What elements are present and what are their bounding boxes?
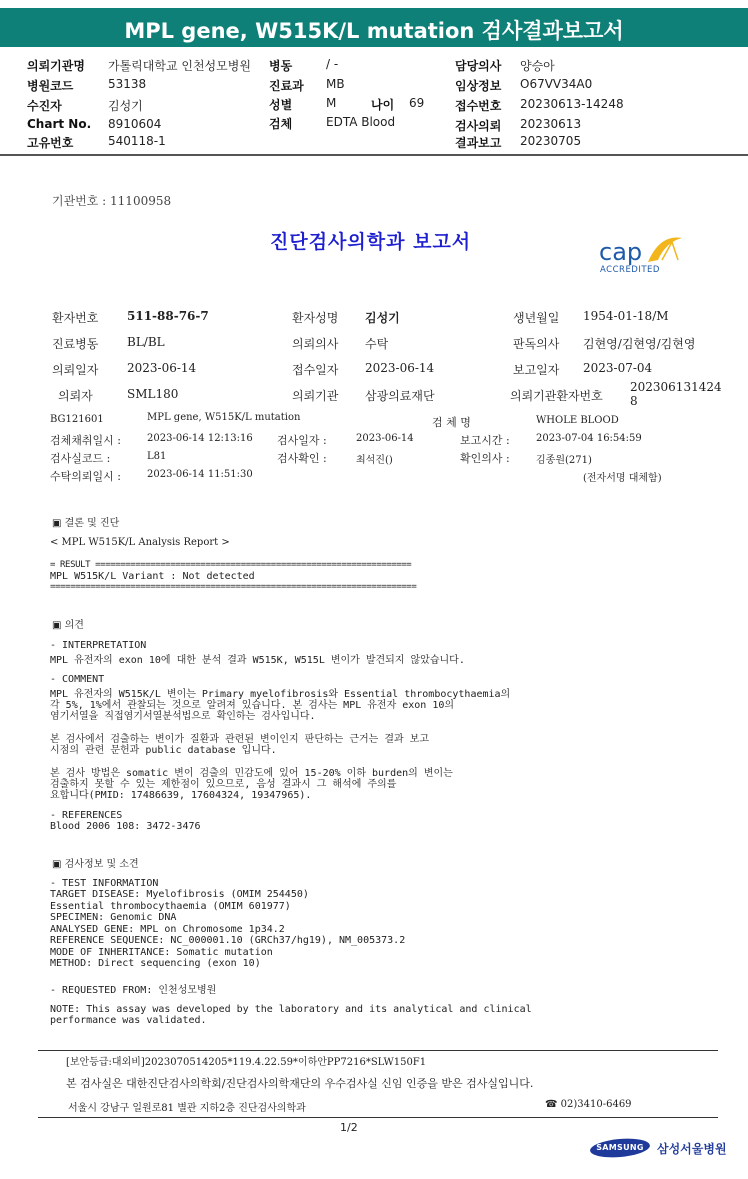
hdr-value: 53138 <box>108 77 147 91</box>
grid-label: 의뢰자 <box>58 389 93 403</box>
specimen-label: 검 체 명 <box>432 416 471 429</box>
comment-line: 본 검사 방법은 somatic 변이 검출의 민감도에 있어 15-20% 이하 burden의 변이는 <box>50 768 453 779</box>
grid-label: 환자번호 <box>52 311 99 325</box>
hdr-label: 접수번호 <box>455 99 502 113</box>
cap-logo-sub: ACCREDITED <box>600 265 660 275</box>
grid-label: 생년월일 <box>513 311 560 325</box>
e-signature-note: (전자서명 대체함) <box>583 473 662 484</box>
hdr-label: 고유번호 <box>27 136 74 150</box>
grid-label: 의뢰의사 <box>292 337 339 351</box>
header-divider <box>0 154 748 156</box>
hdr-value: 20230613 <box>520 117 582 131</box>
info-value: 2023-06-14 12:13:16 <box>147 433 253 444</box>
variant-result: MPL W515K/L Variant : Not detected <box>50 571 255 582</box>
grid-label: 의뢰일자 <box>52 363 99 377</box>
hdr-label: 수진자 <box>27 99 62 113</box>
security-level: [보안등급:대외비]2023070514205*119.4.22.59*이하안PP7216*SLW150F1 <box>66 1057 427 1068</box>
comment-line: 요합니다(PMID: 17486639, 17604324, 19347965). <box>50 790 312 801</box>
hdr-label: 병동 <box>269 59 293 73</box>
hospital-logo-text: 삼성서울병원 <box>657 1142 727 1156</box>
hdr-label: 결과보고 <box>455 136 502 150</box>
grid-value-extra: 8 <box>630 394 638 408</box>
hdr-value: 가톨릭대학교 인천성모병원 <box>108 59 251 73</box>
grid-label: 의뢰기관 <box>292 389 339 403</box>
comment-line: 시점의 관련 문헌과 public database 입니다. <box>50 745 277 756</box>
result-divider: ========================================================================= <box>50 582 417 592</box>
hdr-value: EDTA Blood <box>326 115 396 129</box>
samsung-logo-text: SAMSUNG <box>596 1143 644 1152</box>
comment-heading: - COMMENT <box>50 674 105 685</box>
references-heading: - REFERENCES <box>50 810 123 821</box>
grid-label: 진료병동 <box>52 337 99 351</box>
grid-value: 김현영/김현영/김현영 <box>583 337 696 351</box>
hdr-label: 임상정보 <box>455 79 502 93</box>
lab-address: 서울시 강남구 일원로81 별관 지하2층 진단검사의학과 <box>68 1103 306 1114</box>
grid-value: SML180 <box>127 387 179 401</box>
report-header-bar <box>0 8 748 47</box>
grid-label: 보고일자 <box>513 363 560 377</box>
test-info-line: SPECIMEN: Genomic DNA <box>50 912 177 923</box>
grid-value: 수탁 <box>365 337 389 351</box>
report-title: MPL gene, W515K/L mutation 검사결과보고서 <box>124 19 624 43</box>
hdr-label: 병원코드 <box>27 79 74 93</box>
info-value: L81 <box>147 451 167 462</box>
grid-value: 202306131424 <box>630 380 722 394</box>
grid-value: 1954-01-18/M <box>583 309 669 323</box>
footer-top-line <box>38 1050 718 1051</box>
info-value: 김종원(271) <box>536 455 592 466</box>
comment-line: 염기서열을 직접염기서열분석법으로 확인하는 검사입니다. <box>50 711 316 722</box>
result-line: = RESULT =============================================================== <box>50 560 412 570</box>
page-number: 1/2 <box>340 1121 358 1134</box>
comment-line: 각 5%, 1%에서 관찰되는 것으로 알려져 있습니다. 본 검사는 MPL 유전자 exon 10의 <box>50 700 455 711</box>
hdr-value: 20230613-14248 <box>520 97 624 111</box>
certification-text: 본 검사실은 대한진단검사의학회/진단검사의학재단의 우수검사실 신임 인증을 받은 검사실입니다. <box>66 1077 534 1090</box>
hdr-label: 담당의사 <box>455 59 502 73</box>
lab-phone: ☎ 02)3410-6469 <box>545 1099 632 1110</box>
hdr-label: Chart No. <box>27 117 92 131</box>
test-info-line: REFERENCE SEQUENCE: NC_000001.10 (GRCh37/hg19), NM_005373.2 <box>50 935 406 946</box>
info-value: 2023-06-14 <box>356 433 414 444</box>
info-label: 보고시간 : <box>460 434 510 447</box>
test-info-line: MODE OF INHERITANCE: Somatic mutation <box>50 947 273 958</box>
samsung-logo <box>589 1138 651 1158</box>
grid-value: 김성기 <box>365 311 400 325</box>
footer-bottom-line <box>38 1117 718 1118</box>
specimen-value: WHOLE BLOOD <box>536 415 619 426</box>
hdr-label: 진료과 <box>269 79 304 93</box>
section-opinion: ▣ 의견 <box>52 620 84 631</box>
test-code: BG121601 <box>50 414 104 425</box>
hdr-value: 8910604 <box>108 117 162 131</box>
info-label: 검사실코드 : <box>50 452 111 465</box>
analysis-title: < MPL W515K/L Analysis Report > <box>50 537 230 548</box>
info-value: 최석진() <box>356 455 393 466</box>
hdr-value: 69 <box>409 96 425 110</box>
info-label: 수탁의뢰일시 : <box>50 470 121 483</box>
test-info-heading: - TEST INFORMATION <box>50 878 159 889</box>
hdr-value: 양승아 <box>520 59 555 73</box>
info-label: 검사확인 : <box>277 452 327 465</box>
info-value: 2023-07-04 16:54:59 <box>536 433 642 444</box>
hdr-value: MB <box>326 77 345 91</box>
requested-from: - REQUESTED FROM: 인천성모병원 <box>50 985 217 996</box>
grid-value: 511-88-76-7 <box>127 309 209 323</box>
test-name: MPL gene, W515K/L mutation <box>147 412 301 423</box>
hdr-value: / - <box>326 57 339 71</box>
hdr-label: 성별 <box>269 98 293 112</box>
comment-line: 검출하지 못할 수 있는 제한점이 있으므로, 음성 결과시 그 해석에 주의를 <box>50 779 397 790</box>
grid-label: 판독의사 <box>513 337 560 351</box>
hdr-label: 검체 <box>269 117 293 131</box>
grid-label: 의뢰기관환자번호 <box>510 389 603 403</box>
interpretation-heading: - INTERPRETATION <box>50 640 147 651</box>
comment-line: MPL 유전자의 W515K/L 변이는 Primary myelofibrosis와 Essential thrombocythaemia의 <box>50 689 511 700</box>
hdr-label: 의뢰기관명 <box>27 59 85 73</box>
doc-report-title: 진단검사의학과 보고서 <box>270 231 472 253</box>
test-info-line: ANALYSED GENE: MPL on Chromosome 1p34.2 <box>50 924 285 935</box>
info-label: 검체채취일시 : <box>50 434 121 447</box>
test-info-line: TARGET DISEASE: Myelofibrosis (OMIM 254450) <box>50 889 309 900</box>
section-test-info: ▣ 검사정보 및 소견 <box>52 859 139 870</box>
interpretation-text: MPL 유전자의 exon 10에 대한 분석 결과 W515K, W515L 변이가 발견되지 않았습니다. <box>50 655 465 666</box>
hdr-value: O67VV34A0 <box>520 77 593 91</box>
test-info-line: Essential thrombocythaemia (OMIM 601977) <box>50 901 291 912</box>
info-label: 확인의사 : <box>460 452 510 465</box>
hdr-value: 20230705 <box>520 134 582 148</box>
hdr-label: 검사의뢰 <box>455 119 502 133</box>
cap-logo-text: cap <box>599 238 643 266</box>
note-line: NOTE: This assay was developed by the laboratory and its analytical and clinical <box>50 1004 532 1015</box>
hdr-value: M <box>326 96 337 110</box>
cap-accredited-logo <box>596 232 686 278</box>
grid-value: 삼광의료재단 <box>365 389 435 403</box>
grid-label: 환자성명 <box>292 311 339 325</box>
institution-number: 기관번호 : 11100958 <box>52 194 172 208</box>
hdr-value: 김성기 <box>108 99 143 113</box>
section-conclusion: ▣ 결론 및 진단 <box>52 518 120 529</box>
hdr-value: 540118-1 <box>108 134 166 148</box>
grid-label: 접수일자 <box>292 363 339 377</box>
references-text: Blood 2006 108: 3472-3476 <box>50 821 201 832</box>
grid-value: 2023-07-04 <box>583 361 653 375</box>
grid-value: 2023-06-14 <box>365 361 435 375</box>
info-value: 2023-06-14 11:51:30 <box>147 469 253 480</box>
grid-value: 2023-06-14 <box>127 361 197 375</box>
info-label: 검사일자 : <box>277 434 327 447</box>
comment-line: 본 검사에서 검출하는 변이가 질환과 관련된 변이인지 판단하는 근거는 결과 보고 <box>50 734 429 745</box>
test-info-line: METHOD: Direct sequencing (exon 10) <box>50 958 261 969</box>
grid-value: BL/BL <box>127 335 165 349</box>
hdr-label: 나이 <box>371 98 395 112</box>
note-line: performance was validated. <box>50 1015 207 1026</box>
